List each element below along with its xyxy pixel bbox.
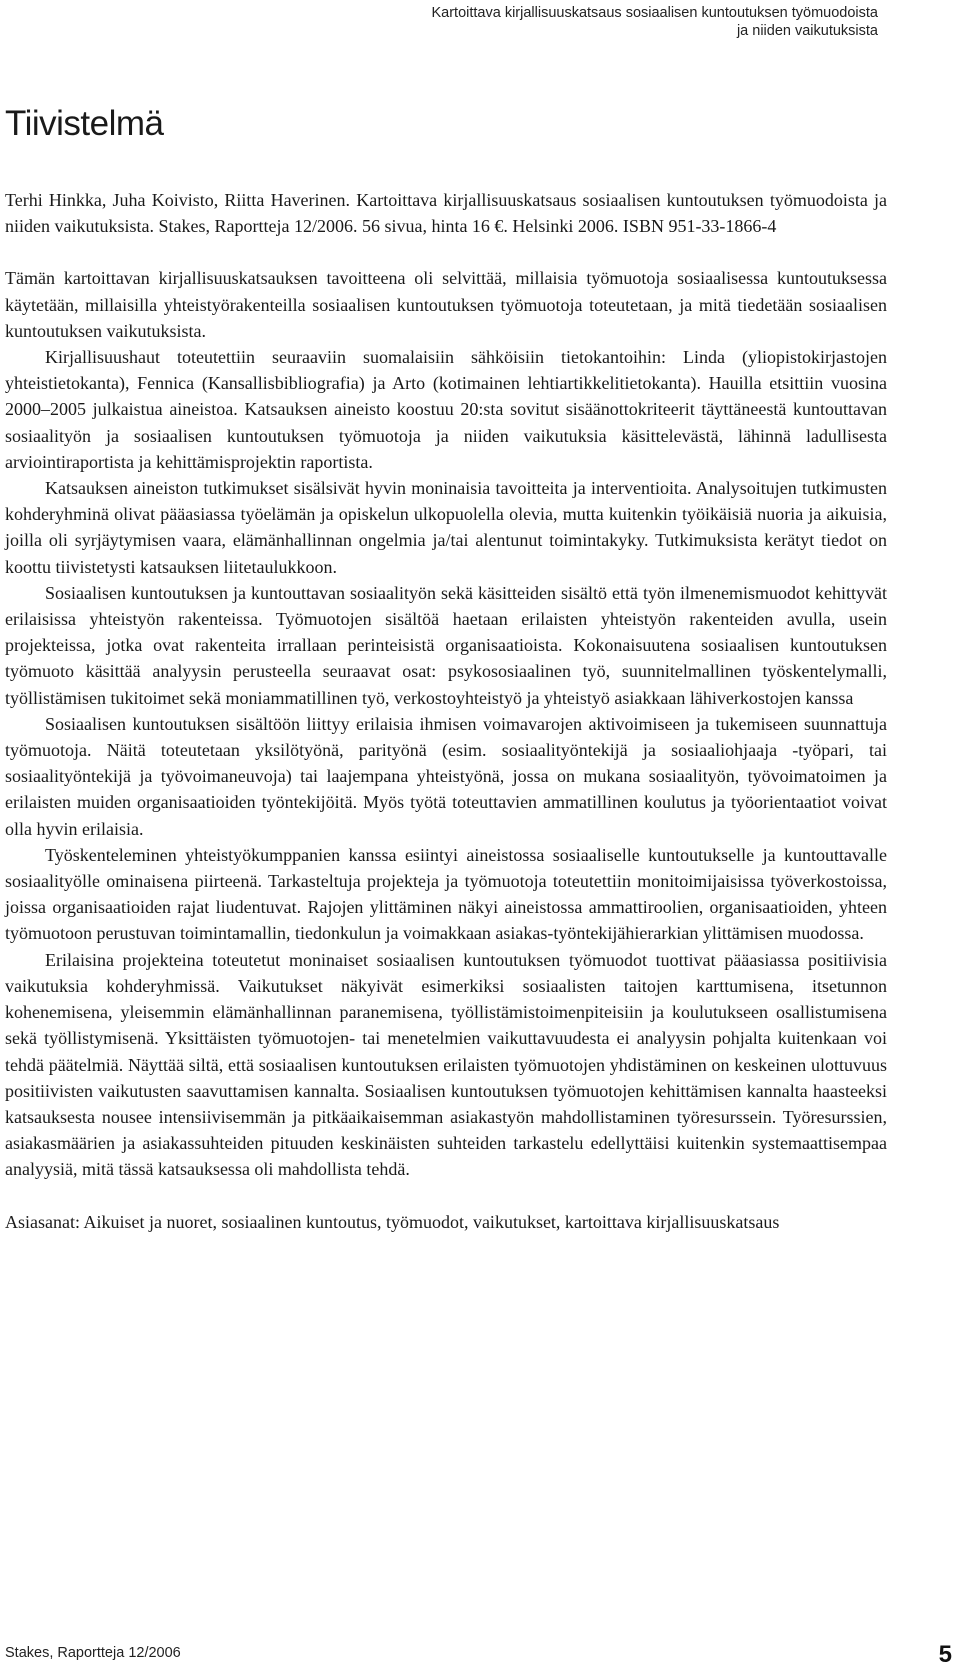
paragraph-2: Kirjallisuushaut toteutettiin seuraaviin suomalaisiin sähköisiin tietokantoihin: Linda (yliopistokirjastojen yhteistietokanta), Fennica (Kansallisbibliografia) ja Arto (kotimainen lehtiartikkelitietokanta). Hauilla etsittiin vuosina 2000–2005 julkaistua aineistoa. Katsauksen aineisto koostuu 20:sta sovitut sisäänottokriteerit täyttäneestä kuntouttavan sosiaalityön ja sosiaalisen kuntoutuksen työmuotoja ja niiden vaikutuksia käsittelevästä, lähinnä ladullisesta arviointiraportista ja kehittämisprojektin raportista. xyxy=(5,347,887,472)
citation: Terhi Hinkka, Juha Koivisto, Riitta Haverinen. Kartoittava kirjallisuuskatsaus sosiaalisen kuntoutuksen työmuodoista ja niiden vaikutuksista. Stakes, Raportteja 12/2006. 56 sivua, hinta 16 €. Helsinki 2006. ISBN 951-33-1866-4 xyxy=(5,190,887,237)
paragraph-6: Työskenteleminen yhteistyökumppanien kanssa esiintyi aineistossa sosiaaliselle kuntoutukselle ja kuntouttavalle sosiaalityölle ominaisena piirteenä. Tarkasteltuja projekteja ja työmuotoja toteutettiin monitoimijaisissa työverkostoissa, joissa organisaatioiden rajat liudentuvat. Rajojen ylittäminen näkyi aineistossa ammattiroolien, organisaatioiden, yhteen työmuotoon perustuvan toimintamallin, tiedonkulun ja voimakkaan asiakas-työntekijähierarkian ylittämisen muodossa. xyxy=(5,844,887,944)
paragraph-5: Sosiaalisen kuntoutuksen sisältöön liittyy erilaisia ihmisen voimavarojen aktivoimiseen ja tukemiseen suunnattuja työmuotoja. Näitä toteutetaan yksilötyönä, parityönä (esim. sosiaalityöntekijä ja sosiaaliohjaaja -työpari, tai sosiaalityöntekijä ja työvoimaneuvoja) tai laajempana yhteistyönä, jossa on mukana sosiaalityön, työvoimatoimen ja erilaisten muiden organisaatioiden työntekijöitä. Myös työtä toteuttavien ammatillinen koulutus ja työorientaatiot voivat olla hyvin erilaisia. xyxy=(5,713,887,839)
page-number: 5 xyxy=(938,1641,952,1668)
paragraph-4: Sosiaalisen kuntoutuksen ja kuntouttavan sosiaalityön sekä käsitteiden sisältö että työn ilmenemismuodot kehittyvät erilaisissa yhteistyön rakenteissa. Työmuotojen sisältöä haetaan erilaisten yhteistyön rakenteiden avulla, usein projekteissa, jotka ovat rakenteita irrallaan perinteisistä organisaatioista. Kokonaisuutena sosiaalisen kuntoutuksen työmuoto käsittää analyysin perusteella seuraavat osat: psykososiaalinen työ, suunnitelmallinen työskentelymalli, työllistämisen tukitoimet sekä moniammatillinen työ, verkostoyhteistyö ja yhteistyö asiakkaan lähiverkostojen kanssa xyxy=(5,582,887,708)
paragraph-7: Erilaisina projekteina toteutetut moninaiset sosiaalisen kuntoutuksen työmuodot tuottivat pääasiassa positiivisia vaikutuksia kohderyhmissä. Vaikutukset näkyivät esimerkiksi sosiaalisten taitojen karttumisena, itsetunnon kohenemisena, yleisemmin elämänhallinnan paranemisena, työllistämistoimenpiteisiin ja koulutukseen osallistumisena sekä työllistymisenä. Yksittäisten työmuotojen- tai menetelmien vaikuttavuudesta ei analyysin pohjalta kuitenkaan voi tehdä päätelmiä. Näyttää siltä, että sosiaalisen kuntoutuksen erilaisten työmuotojen yhdistäminen on keskeinen ulottuvuus positiivisten vaikutusten saavuttamisen kannalta. Sosiaalisen kuntoutuksen työmuotojen kehittämisen kannalta haasteeksi katsauksesta nousee intensiivisemmän ja pitkäaikaisemman asiakastyön mahdollistaminen työresurssein. Työresurssien, asiakasmäärien ja asiakassuhteiden pituuden keskinäisten suhteiden tarkastelu edellyttäisi kuitenkin systemaattisempaa analyysiä, mitä tässä katsauksessa oli mahdollista tehdä. xyxy=(5,949,887,1180)
abstract-body xyxy=(5,187,887,1235)
running-header xyxy=(431,4,878,40)
running-header-line-1: Kartoittava kirjallisuuskatsaus sosiaalisen kuntoutuksen työmuodoista xyxy=(431,5,878,21)
keywords: Asiasanat: Aikuiset ja nuoret, sosiaalinen kuntoutus, työmuodot, vaikutukset, kartoittava kirjallisuuskatsaus xyxy=(5,1211,780,1232)
page-title: Tiivistelmä xyxy=(5,104,164,143)
paragraph-1: Tämän kartoittavan kirjallisuuskatsauksen tavoitteena oli selvittää, millaisia työmuotoja sosiaalisessa kuntoutuksessa käytetään, millaisilla yhteistyörakenteilla sosiaalisen kuntoutuksen työmuotoja toteutetaan, ja mitä tiedetään sosiaalisen kuntoutuksen vaikutuksista. xyxy=(5,268,887,341)
paragraph-3: Katsauksen aineiston tutkimukset sisälsivät hyvin moninaisia tavoitteita ja interventioita. Analysoitujen tutkimusten kohderyhminä olivat pääasiassa työelämän ja opiskelun ulkopuolella olevia, mutta kuitenkin työikäisiä nuoria ja aikuisia, joilla oli syrjäytymisen vaara, elämänhallinnan ongelmia ja/tai alentunut toimintakyky. Tutkimuksista kerätyt tiedot on koottu tiivistetysti katsauksen liitetaulukkoon. xyxy=(5,478,887,577)
footer-publication: Stakes, Raportteja 12/2006 xyxy=(5,1645,181,1661)
running-header-line-2: ja niiden vaikutuksista xyxy=(736,23,878,39)
